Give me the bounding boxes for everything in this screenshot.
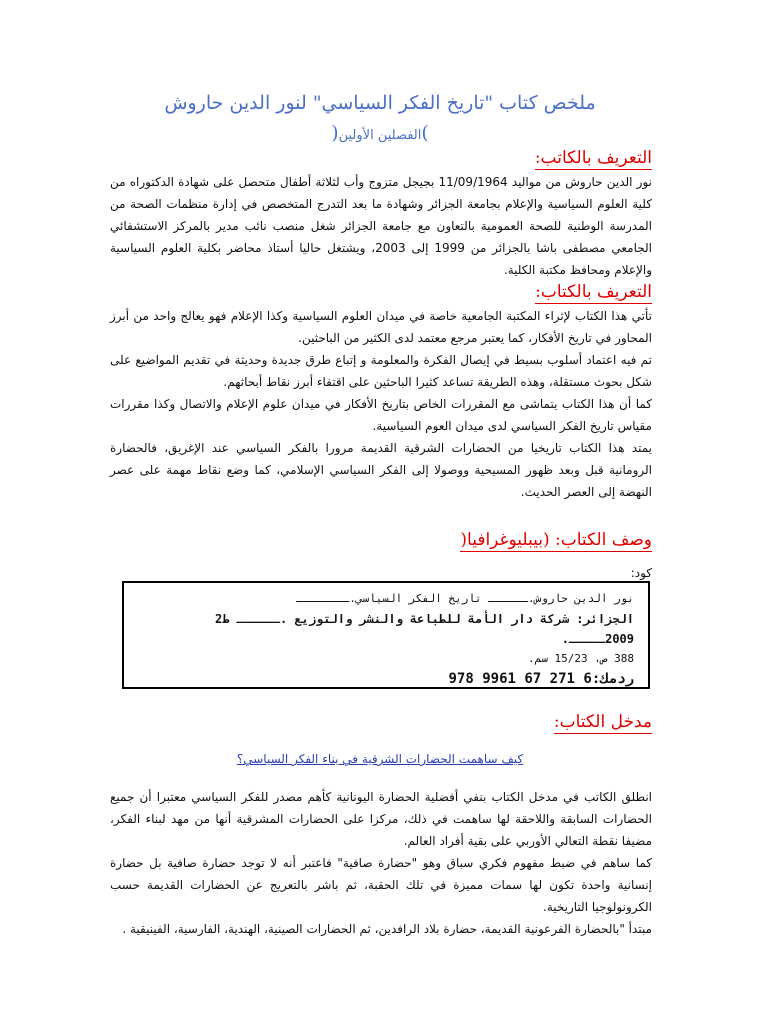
book-paragraphs: [110, 305, 652, 503]
book-paragraph: تأتي هذا الكتاب لإثراء المكتبة الجامعية خاصة في ميدان العلوم السياسية وكذا الإعلام فهو يعالج واحد من أبرز المحاور في تاريخ الأفكار، كما يعتبر مرجع معتمد لدى الكثير من الباحثين.: [110, 309, 652, 345]
author-paragraph: [110, 171, 652, 281]
isbn-line: ردمك:6 271 67 9961 978: [448, 671, 634, 687]
subtitle-text: الفصلين الأولين: [338, 128, 422, 143]
book-paragraph: كما أن هذا الكتاب يتماشى مع المقررات الخاص بتاريخ الأفكار في ميدان علوم الإعلام والاتصال وكذا مقررات مقياس تاريخ الفكر السياسي لدى ميدان العوم السياسية.: [110, 397, 652, 433]
code-line: الجزائر: شركة دار الأمة للطباعة والنشر والتوزيع .ــــــ ط2: [214, 612, 634, 626]
document-title: ملخص كتاب "تاريخ الفكر السياسي" لنور الدين حاروش: [164, 92, 596, 114]
intro-heading: مدخل الكتاب:: [553, 712, 652, 732]
code-label: كود:: [630, 566, 652, 580]
code-line: نور الدين حاروش.ــــــ تاريخ الفكر السياسي.ــــــــ: [296, 592, 634, 605]
intro-paragraphs: [110, 786, 652, 940]
book-paragraph: يمتد هذا الكتاب تاريخيا من الحضارات الشرقية القديمة مرورا بالفكر السياسي عند الإغريق، فالحضارة الرومانية قبل وبعد ظهور المسيحية ووصولا إلى الفكر السياسي الإسلامي، كما وضع نقاط مهمة على عصر النهضة إلى العصر الحديث.: [110, 441, 652, 499]
author-text: نور الدين حاروش من مواليد 11/09/1964 بجيجل متزوج وأب لثلاثة أطفال متحصل على شهادة الدكتوراه من كلية العلوم السياسية والإعلام بجامعة الجزائر وشهادة ما بعد التدرج المتخصص في إدارة منظمات الصحة من المدرسة الوطنية للصحة العمومية بالتعاون مع جامعة الجزائر شغل منصب نائب مدير بالمركز الاستشفائي الجامعي مصطفى باشا بالجزائر من 1999 إلى 2003، ويشتغل حاليا أستاذ محاضر بكلية العلوم السياسية والإعلام ومحافظ مكتبة الكلية.: [110, 175, 652, 277]
book-heading: التعريف بالكتاب:: [535, 282, 652, 302]
intro-paragraph: مبتدأ "بالحضارة الفرعونية القديمة، حضارة بلاد الرافدين، ثم الحضارات الصينية، الهندية، الفارسية، الفينيقية .: [122, 922, 652, 936]
code-line: 2009ـــــ.: [561, 632, 634, 646]
book-paragraph: تم فيه اعتماد أسلوب بسيط في إيصال الفكرة والمعلومة و إتباع طرق جديدة وحديثة في تقديم المواضيع على شكل بحوث مستقلة، وهذه الطريقة تساعد كثيرا الباحثين على اقتفاء أبرز نقاط أبحاثهم.: [110, 353, 652, 389]
bibliography-heading: وصف الكتاب: (بيبليوغرافيا(: [460, 530, 652, 550]
bibliographic-code-box: [122, 581, 650, 689]
subtitle-paren-close: ): [421, 122, 429, 144]
intro-paragraph: انطلق الكاتب في مدخل الكتاب بنفي أفضلية الحضارة اليونانية كأهم مصدر للفكر السياسي معتبرا أن جميع الحضارات السابقة واللاحقة لها ساهمت في ذلك، مركزا على الحضارات المشرقية أنها من مهد لبناء الفكر، مضيفا نقطة التعالي الأوربي على بقية أفراد العالم.: [110, 790, 652, 848]
document-subtitle: [200, 122, 560, 144]
intro-paragraph: كما ساهم في ضبط مفهوم فكري سباق وهو "حضارة صافية" فاعتبر أنه لا توجد حضارة صافية بل حضارة إنسانية واحدة تكون لها سمات مميزة في تلك الحقبة، ثم باشر بالتعريج عن الحضارات القديمة حسب الكرونولوجيا التاريخية.: [110, 856, 652, 914]
subtitle-paren-open: (: [331, 122, 339, 144]
code-line: 388 ص، 15/23 سم.: [528, 652, 634, 665]
intro-question-link[interactable]: كيف ساهمت الحضارات الشرقية في بناء الفكر السياسي؟: [236, 752, 524, 766]
author-heading: التعريف بالكاتب:: [534, 148, 652, 168]
